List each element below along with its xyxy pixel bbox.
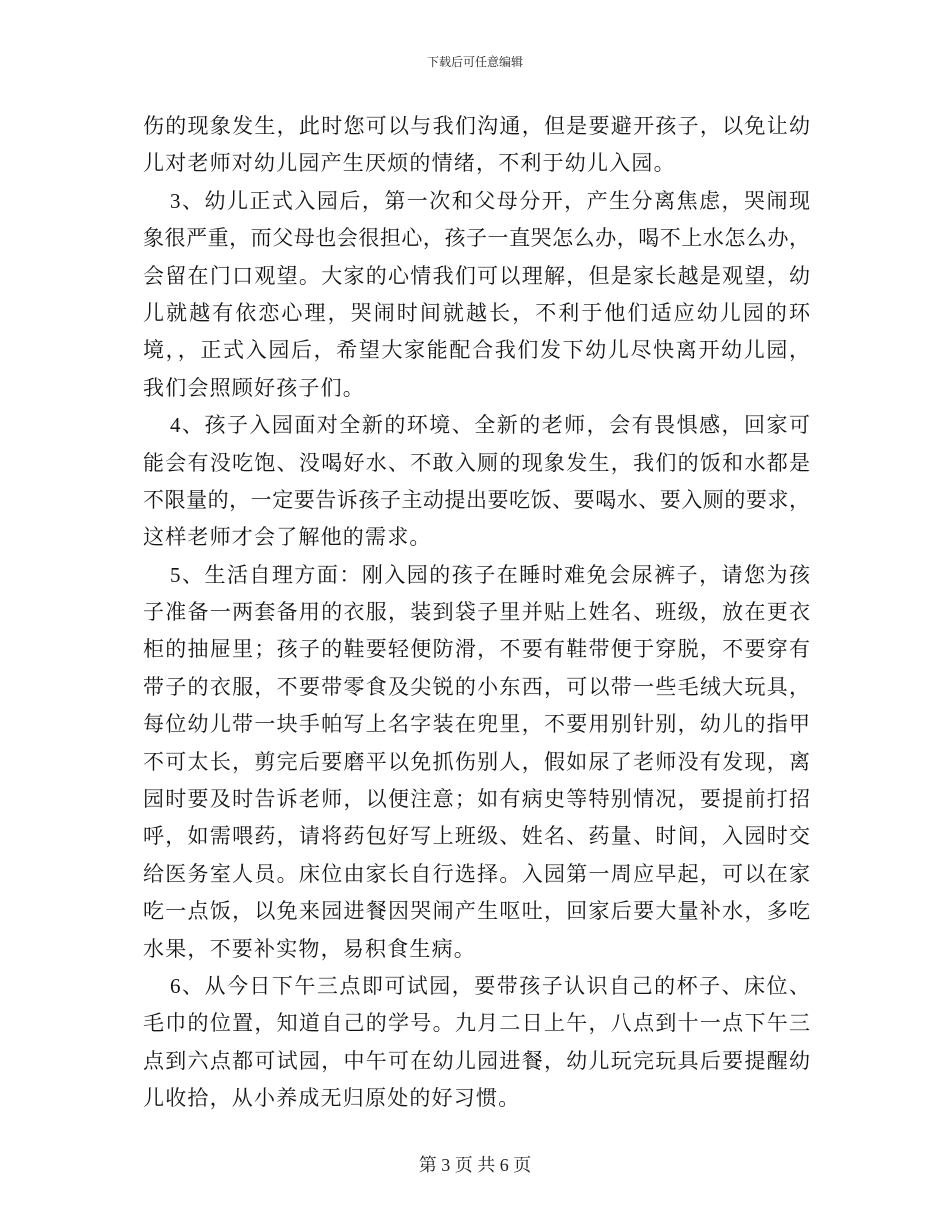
paragraph-4-start: 4、孩子入园面对全新的环境、全新的老师，会有畏惧感，回家可	[170, 413, 810, 438]
body-line: 儿就越有依恋心理，哭闹时间就越长，不利于他们适应幼儿园的环	[143, 300, 810, 325]
body-line: 这样老师才会了解他的需求。	[143, 525, 432, 550]
body-line: 毛巾的位置，知道自己的学号。九月二日上午，八点到十一点下午三	[143, 1011, 810, 1036]
body-line: 园时要及时告诉老师，以便注意；如有病史等特别情况，要提前打招	[143, 787, 810, 812]
paragraph-3-start: 3、幼儿正式入园后，第一次和父母分开，产生分离焦虑，哭闹现	[170, 188, 810, 213]
body-line: 儿对老师对幼儿园产生厌烦的情绪，不利于幼儿入园。	[143, 151, 676, 176]
body-line: 点到六点都可试园，中午可在幼儿园进餐，幼儿玩完玩具后要提醒幼	[143, 1048, 810, 1073]
body-line: 象很严重，而父母也会很担心，孩子一直哭怎么办，喝不上水怎么办，	[143, 226, 810, 251]
body-line: 水果，不要补实物，易积食生病。	[143, 936, 476, 961]
body-line: 境，，正式入园后，希望大家能配合我们发下幼儿尽快离开幼儿园，	[143, 338, 810, 363]
page-header-note: 下载后可任意编辑	[426, 55, 523, 69]
body-line: 不可太长，剪完后要磨平以免抓伤别人，假如尿了老师没有发现，离	[143, 749, 810, 774]
body-line: 柜的抽屉里；孩子的鞋要轻便防滑，不要有鞋带便于穿脱，不要穿有	[143, 637, 810, 662]
body-line: 子准备一两套备用的衣服，装到袋子里并贴上姓名、班级，放在更衣	[143, 600, 810, 625]
body-line: 给医务室人员。床位由家长自行选择。入园第一周应早起，可以在家	[143, 861, 810, 886]
document-body	[143, 108, 810, 1118]
body-line: 吃一点饭，以免来园进餐因哭闹产生呕吐，回家后要大量补水，多吃	[143, 899, 810, 924]
body-line: 不限量的，一定要告诉孩子主动提出要吃饭、要喝水、要入厕的要求，	[143, 487, 810, 512]
body-line: 带子的衣服，不要带零食及尖锐的小东西，可以带一些毛绒大玩具，	[143, 674, 810, 699]
body-line: 儿收拾，从小养成无归原处的好习惯。	[143, 1086, 521, 1111]
paragraph-6-start: 6、从今日下午三点即可试园，要带孩子认识自己的杯子、床位、	[170, 973, 810, 998]
body-line: 呼，如需喂药，请将药包好写上班级、姓名、药量、时间，入园时交	[143, 824, 810, 849]
body-line: 伤的现象发生，此时您可以与我们沟通，但是要避开孩子，以免让幼	[143, 114, 810, 138]
body-line: 我们会照顾好孩子们。	[143, 375, 365, 400]
body-line: 能会有没吃饱、没喝好水、不敢入厕的现象发生，我们的饭和水都是	[143, 450, 810, 475]
paragraph-5-start: 5、生活自理方面：刚入园的孩子在睡时难免会尿裤子，请您为孩	[170, 562, 810, 587]
body-line: 会留在门口观望。大家的心情我们可以理解，但是家长越是观望，幼	[143, 263, 810, 288]
page-number-footer: 第 3 页 共 6 页	[418, 1155, 532, 1175]
body-line: 每位幼儿带一块手帕写上名字装在兜里，不要用别针别，幼儿的指甲	[143, 712, 810, 737]
